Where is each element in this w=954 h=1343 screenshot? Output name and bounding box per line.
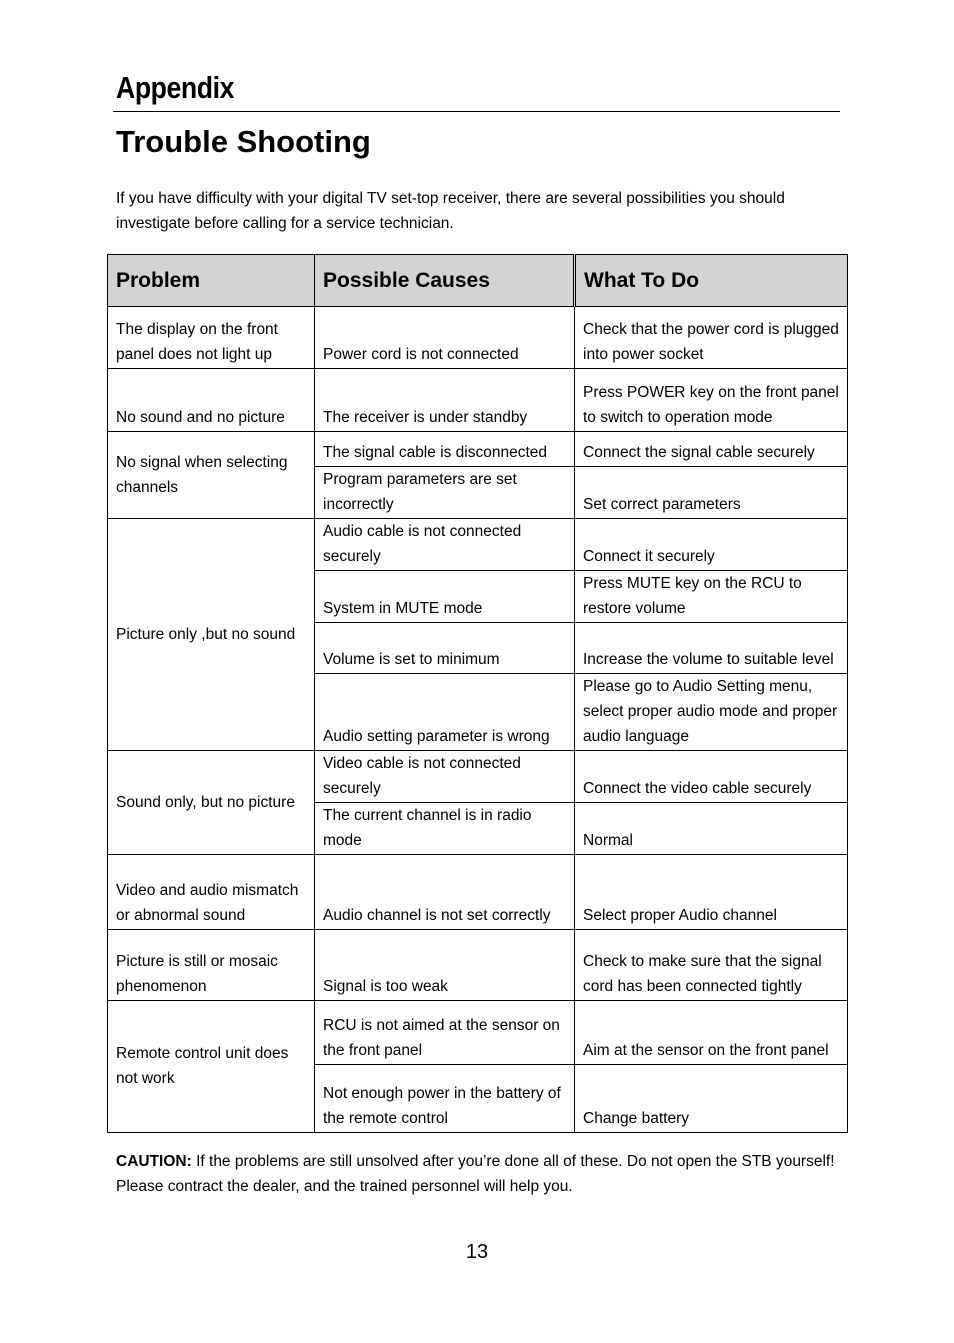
action-cell: Increase the volume to suitable level — [575, 623, 848, 674]
page-number: 13 — [465, 1241, 489, 1263]
table-row — [108, 751, 848, 803]
cause-cell: Audio cable is not connected securely — [315, 519, 575, 571]
problem-cell: The display on the front panel does not light up — [108, 307, 315, 369]
appendix-heading: Appendix — [116, 70, 235, 105]
table-header-row — [108, 255, 848, 307]
action-cell: Check that the power cord is plugged into power socket — [575, 307, 848, 369]
action-cell: Set correct parameters — [575, 467, 848, 519]
problem-cell: Picture only ,but no sound — [108, 519, 315, 751]
cause-cell: The signal cable is disconnected — [315, 432, 575, 467]
action-cell: Connect the video cable securely — [575, 751, 848, 803]
action-cell: Press MUTE key on the RCU to restore volume — [575, 571, 848, 623]
table-row — [108, 930, 848, 1001]
cause-cell: Not enough power in the battery of the remote control — [315, 1065, 575, 1133]
problem-cell: No signal when selecting channels — [108, 432, 315, 519]
action-cell: Press POWER key on the front panel to switch to operation mode — [575, 369, 848, 432]
problem-cell: Video and audio mismatch or abnormal sound — [108, 855, 315, 930]
table-row — [108, 307, 848, 369]
action-cell: Select proper Audio channel — [575, 855, 848, 930]
cause-cell: Program parameters are set incorrectly — [315, 467, 575, 519]
action-cell: Aim at the sensor on the front panel — [575, 1001, 848, 1065]
table-row — [108, 855, 848, 930]
header-possible-causes: Possible Causes — [315, 255, 575, 307]
cause-cell: System in MUTE mode — [315, 571, 575, 623]
cause-cell: Signal is too weak — [315, 930, 575, 1001]
cause-cell: Power cord is not connected — [315, 307, 575, 369]
heading-rule — [113, 111, 840, 112]
cause-cell: Audio setting parameter is wrong — [315, 674, 575, 751]
cause-cell: RCU is not aimed at the sensor on the front panel — [315, 1001, 575, 1065]
cause-cell: Video cable is not connected securely — [315, 751, 575, 803]
header-what-to-do: What To Do — [575, 255, 848, 307]
cause-cell: The current channel is in radio mode — [315, 803, 575, 855]
section-title: Trouble Shooting — [116, 124, 371, 159]
caution-text: If the problems are still unsolved after you’re done all of these. Do not open the STB yourself! Please contract the dealer, and the trained personnel will help you. — [116, 1153, 835, 1195]
action-cell: Normal — [575, 803, 848, 855]
table-row — [108, 519, 848, 571]
problem-cell: No sound and no picture — [108, 369, 315, 432]
action-cell: Connect the signal cable securely — [575, 432, 848, 467]
action-cell: Change battery — [575, 1065, 848, 1133]
table-row — [108, 1001, 848, 1065]
problem-cell: Sound only, but no picture — [108, 751, 315, 855]
header-problem: Problem — [108, 255, 315, 307]
action-cell: Connect it securely — [575, 519, 848, 571]
action-cell: Check to make sure that the signal cord has been connected tightly — [575, 930, 848, 1001]
cause-cell: The receiver is under standby — [315, 369, 575, 432]
caution-note — [116, 1149, 846, 1199]
cause-cell: Audio channel is not set correctly — [315, 855, 575, 930]
intro-paragraph: If you have difficulty with your digital TV set-top receiver, there are several possibilities you should investigate before calling for a service technician. — [116, 190, 785, 232]
troubleshooting-table — [107, 254, 848, 1133]
caution-label: CAUTION: — [116, 1153, 192, 1170]
cause-cell: Volume is set to minimum — [315, 623, 575, 674]
action-cell: Please go to Audio Setting menu, select proper audio mode and proper audio language — [575, 674, 848, 751]
table-row — [108, 432, 848, 467]
problem-cell: Remote control unit does not work — [108, 1001, 315, 1133]
table-row — [108, 369, 848, 432]
problem-cell: Picture is still or mosaic phenomenon — [108, 930, 315, 1001]
